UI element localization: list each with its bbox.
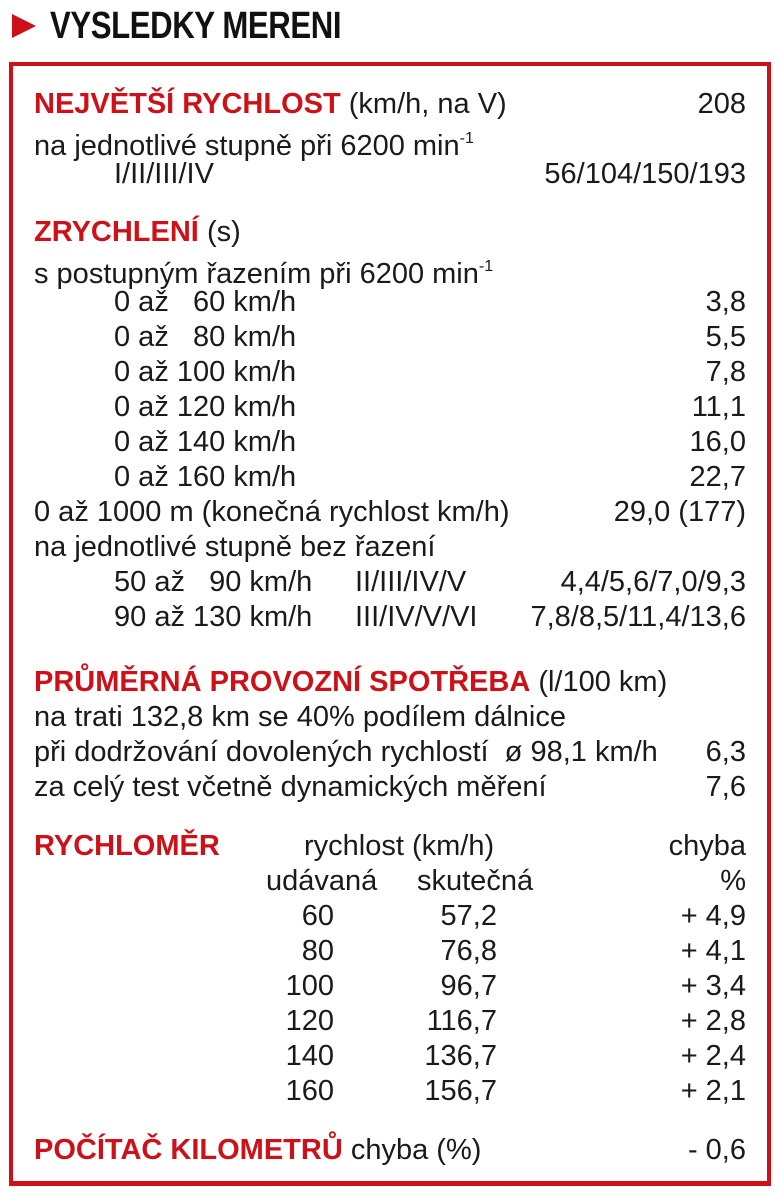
speedometer-actual: 136,7 [424,1040,497,1072]
acceleration-row-value: 5,5 [705,321,746,353]
speedometer-actual: 76,8 [440,935,497,967]
speedometer-error: + 3,4 [680,970,746,1002]
odometer-heading: POČÍTAČ KILOMETRŮ [34,1134,343,1166]
acceleration-km-row [34,494,746,530]
max-speed-gears: I/II/III/IV [114,158,214,190]
acceleration-row-label: 0 až 60 km/h [114,286,297,318]
acceleration-row [34,354,746,390]
speedometer-error-header: chyba [668,830,746,862]
acceleration-row-value: 11,1 [691,391,746,423]
speedometer-actual: 156,7 [424,1075,497,1107]
elastic-row [34,564,746,600]
acceleration-row [34,459,746,495]
odometer-row [34,1132,746,1168]
acceleration-row-label: 0 až 100 km/h [114,356,297,388]
acceleration-row-value: 7,8 [705,356,746,388]
speedometer-actual: 96,7 [440,970,497,1002]
odometer-value: - 0,6 [687,1134,746,1166]
consumption-legal-label: při dodržování dovolených rychlostí ø 98,1 km/h [34,736,658,768]
elastic-values: 7,8/8,5/11,4/13,6 [530,601,746,633]
title-row [12,6,405,46]
elastic-range: 50 až 90 km/h [114,566,313,598]
consumption-route-row [34,699,746,735]
speedometer-indicated: 120 [285,1005,334,1037]
speedometer-percent-header: % [720,865,746,897]
speedometer-indicated: 80 [301,935,334,967]
elastic-values: 4,4/5,6/7,0/9,3 [560,566,746,598]
speedometer-row [34,898,746,934]
elastic-gears: III/IV/V/VI [355,601,478,633]
consumption-legal-row [34,734,746,770]
acceleration-row-value: 16,0 [689,426,746,458]
acceleration-row-value: 22,7 [689,461,746,493]
speedometer-indicated-header: udávaná [266,865,378,897]
speedometer-error: + 4,9 [680,900,746,932]
odometer-unit: chyba (%) [350,1134,482,1166]
consumption-total-label: za celý test včetně dynamických měření [34,771,547,803]
elastic-range: 90 až 130 km/h [114,601,313,633]
max-speed-value: 208 [697,88,746,120]
acceleration-row [34,284,746,320]
max-speed-row [34,86,746,122]
acceleration-sub-label: s postupným řazením při 6200 min [34,258,479,290]
acceleration-heading: ZRYCHLENÍ [34,216,199,248]
acceleration-row-label: 0 až 140 km/h [114,426,297,458]
consumption-legal-value: 6,3 [705,736,746,768]
results-box [9,62,771,1186]
consumption-total-value: 7,6 [705,771,746,803]
triangle-bullet-icon [12,14,36,38]
acceleration-km-label: 0 až 1000 m (konečná rychlost km/h) [34,496,510,528]
page-title: VYSLEDKY MERENI [50,4,342,47]
speedometer-indicated: 160 [285,1075,334,1107]
speedometer-row [34,968,746,1004]
speedometer-subheader-row [34,863,746,899]
consumption-unit: (l/100 km) [538,666,668,698]
speedometer-row [34,1038,746,1074]
acceleration-heading-row [34,214,746,250]
elastic-row [34,599,746,635]
max-speed-heading: NEJVĚTŠÍ RYCHLOST [34,88,341,120]
max-speed-gears-sup: -1 [459,130,474,147]
speedometer-indicated: 140 [285,1040,334,1072]
speedometer-error: + 2,8 [680,1005,746,1037]
speedometer-actual: 57,2 [440,900,497,932]
acceleration-row [34,389,746,425]
speedometer-row [34,1073,746,1109]
acceleration-row-label: 0 až 160 km/h [114,461,297,493]
consumption-heading: PRŮMĚRNÁ PROVOZNÍ SPOTŘEBA [34,666,531,698]
speedometer-speed-header: rychlost (km/h) [304,830,495,862]
elastic-label: na jednotlivé stupně bez řazení [34,531,436,563]
acceleration-unit: (s) [206,216,241,248]
speedometer-error: + 2,4 [680,1040,746,1072]
acceleration-row [34,319,746,355]
consumption-total-row [34,769,746,805]
acceleration-row-label: 0 až 120 km/h [114,391,297,423]
speedometer-indicated: 60 [301,900,334,932]
acceleration-sub-row [34,249,746,290]
acceleration-row [34,424,746,460]
acceleration-sub-sup: -1 [478,258,494,275]
acceleration-row-value: 3,8 [705,286,746,318]
elastic-label-row [34,529,746,565]
max-speed-gears-values: 56/104/150/193 [544,158,746,190]
consumption-route-label: na trati 132,8 km se 40% podílem dálnice [34,701,566,733]
speedometer-row [34,1003,746,1039]
max-speed-gears-label: na jednotlivé stupně při 6200 min [34,130,460,162]
max-speed-unit: (km/h, na V) [348,88,507,120]
speedometer-indicated: 100 [285,970,334,1002]
speedometer-row [34,933,746,969]
speedometer-error: + 4,1 [680,935,746,967]
speedometer-actual-header: skutečná [417,865,534,897]
max-speed-gears-label-row [34,121,746,162]
speedometer-heading: RYCHLOMĚR [34,830,220,862]
consumption-heading-row [34,664,746,700]
acceleration-km-value: 29,0 (177) [613,496,746,528]
speedometer-error: + 2,1 [680,1075,746,1107]
speedometer-actual: 116,7 [426,1005,497,1037]
elastic-gears: II/III/IV/V [355,566,467,598]
acceleration-row-label: 0 až 80 km/h [114,321,297,353]
speedometer-heading-row [34,828,746,864]
max-speed-gears-row [34,156,746,192]
